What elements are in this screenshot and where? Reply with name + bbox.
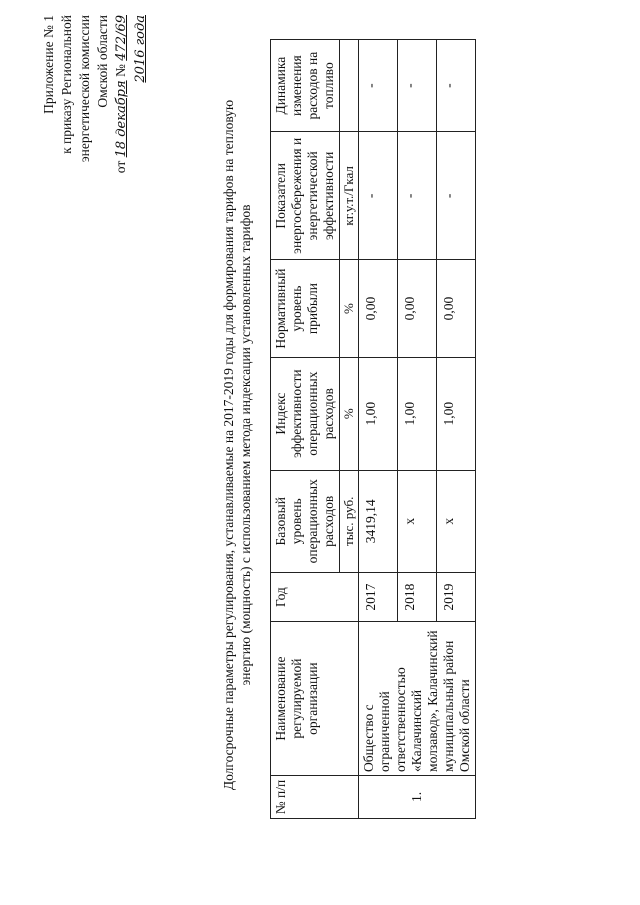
date-prefix: от: [113, 160, 128, 174]
cell-year: 2018: [398, 573, 437, 622]
header-profit-level: Нормативный уровень прибыли: [271, 260, 340, 357]
header-organization: Наименование регулируемой организации: [271, 622, 359, 776]
cell-index: 1,00: [359, 357, 398, 470]
table-row: [359, 40, 398, 819]
appendix-region-line: Омской области: [95, 15, 110, 108]
handwritten-number: 472/69: [114, 15, 129, 61]
cell-fuel: -: [398, 40, 437, 132]
cell-fuel: -: [437, 40, 476, 132]
cell-year: 2019: [437, 573, 476, 622]
cell-index: 1,00: [398, 357, 437, 470]
header-efficiency-index: Индекс эффективности операционных расходов: [271, 357, 340, 470]
handwritten-year: 2016 года: [133, 15, 148, 83]
table-header-row: [271, 40, 340, 819]
unit-profit: %: [340, 260, 359, 357]
unit-fuel: [340, 40, 359, 132]
cell-index: 1,00: [437, 357, 476, 470]
appendix-header: [40, 15, 150, 205]
title-line-1: Долгосрочные параметры регулирования, устанавливаемые на 2017-2019 годы для формирования тарифов на тепловую: [221, 99, 236, 791]
cell-fuel: -: [359, 40, 398, 132]
handwritten-date: 18 декабря: [114, 80, 129, 158]
header-base-level: Базовый уровень операционных расходов: [271, 470, 340, 573]
unit-index: %: [340, 357, 359, 470]
cell-profit: 0,00: [359, 260, 398, 357]
parameters-table: [270, 39, 476, 819]
cell-base: 3419,14: [359, 470, 398, 573]
cell-energy: -: [398, 132, 437, 260]
title-line-2: энергию (мощность) с использованием метода индексации установленных тарифов: [238, 204, 253, 686]
unit-base: тыс. руб.: [340, 470, 359, 573]
number-prefix: №: [113, 64, 128, 78]
cell-year: 2017: [359, 573, 398, 622]
cell-energy: -: [359, 132, 398, 260]
cell-profit: 0,00: [437, 260, 476, 357]
header-number: № п/п: [271, 775, 359, 818]
document-title: [220, 65, 254, 825]
appendix-order-line: к приказу Региональной: [59, 15, 74, 154]
unit-energy: кг.у.т./Гкал: [340, 132, 359, 260]
header-fuel-dynamics: Динамика изменения расходов на топливо: [271, 40, 340, 132]
appendix-date-line: [112, 15, 131, 205]
cell-profit: 0,00: [398, 260, 437, 357]
cell-base: x: [437, 470, 476, 573]
row-number: 1.: [359, 775, 476, 818]
cell-base: x: [398, 470, 437, 573]
appendix-commission-line: энергетической комиссии: [77, 15, 92, 163]
cell-energy: -: [437, 132, 476, 260]
header-year: Год: [271, 573, 359, 622]
header-energy-saving: Показатели энергосбережения и энергетической эффективности: [271, 132, 340, 260]
appendix-year-line: [131, 15, 150, 205]
organization-name: Общество с ограниченной ответственностью «Калачинский молзавод», Калачинский муниципальный район Омской области: [359, 622, 476, 776]
appendix-title: Приложение № 1: [41, 15, 56, 114]
